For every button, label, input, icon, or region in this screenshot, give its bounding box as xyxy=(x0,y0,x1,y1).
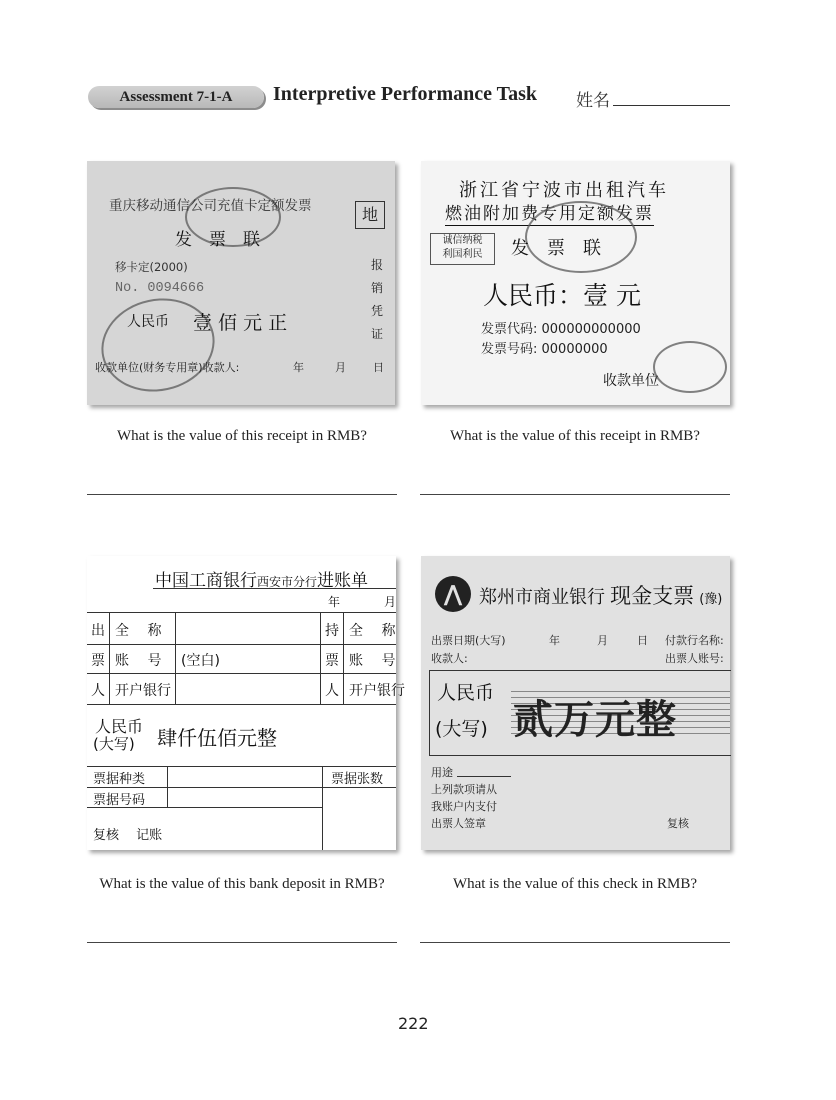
deposit-rule xyxy=(87,787,396,788)
deposit-amount-label-1: 人民币 xyxy=(95,717,144,736)
receipt-1-footer-month: 月 xyxy=(335,361,346,374)
deposit-holder-label-name: 全 称 xyxy=(349,623,396,639)
check-note-1: 上列款项请从 xyxy=(431,783,497,796)
deposit-holder-label-account: 账 号 xyxy=(349,653,396,669)
check-year: 年 xyxy=(549,634,560,647)
deposit-label-account: 账 号 xyxy=(115,653,162,669)
check-use-line xyxy=(457,776,511,777)
deposit-amount: 肆仟伍佰元整 xyxy=(157,726,277,750)
receipt-1-footer-day: 日 xyxy=(373,361,384,374)
page-number: 222 xyxy=(398,1014,429,1033)
deposit-title-underline xyxy=(153,588,396,589)
deposit-bill-number: 票据号码 xyxy=(93,793,146,808)
answer-line-4[interactable] xyxy=(420,942,730,943)
receipt-1-footer-year: 年 xyxy=(293,361,304,374)
check-use-label: 用途 xyxy=(431,766,453,779)
check-header xyxy=(479,580,722,610)
deposit-rule xyxy=(167,766,168,807)
receipt-1-side-1: 报 xyxy=(371,258,384,272)
receipt-2-payee: 收款单位 xyxy=(603,373,659,389)
receipt-1-amount-label: 人民币 xyxy=(127,314,169,330)
deposit-holder-label-bank: 开户银行 xyxy=(349,683,405,699)
page-title: Interpretive Performance Task xyxy=(273,83,538,105)
deposit-branch: 西安市分行 xyxy=(257,575,318,589)
check-note-3: 出票人签章 xyxy=(431,817,486,830)
receipt-1-bottom-stamp xyxy=(93,288,224,402)
deposit-review: 复核 记账 xyxy=(93,828,163,843)
answer-line-2[interactable] xyxy=(420,494,730,495)
deposit-month: 月 xyxy=(384,595,397,609)
deposit-holder-char-2: 票 xyxy=(325,653,339,669)
receipt-2-image xyxy=(421,161,730,405)
receipt-1-code: 移卡定(2000) xyxy=(115,260,188,274)
deposit-rule xyxy=(87,766,396,767)
check-amount-label-2: (大写) xyxy=(435,718,488,740)
deposit-label-bank: 开户银行 xyxy=(115,683,171,699)
receipt-2-title-2: 燃油附加费专用定额发票 xyxy=(445,199,654,226)
receipt-1-company: 重庆移动通信公司充值卡定额发票 xyxy=(109,198,312,214)
name-blank-line[interactable] xyxy=(613,105,730,106)
check-day: 日 xyxy=(637,634,648,647)
receipt-1-number: No. 0094666 xyxy=(115,281,205,296)
receipt-1-side-2: 销 xyxy=(371,281,384,295)
receipt-2-tax-box xyxy=(430,233,495,265)
deposit-rule xyxy=(109,612,110,704)
deposit-rule xyxy=(87,704,396,705)
question-1: What is the value of this receipt in RMB? xyxy=(117,428,367,444)
deposit-rule xyxy=(322,766,323,850)
check-payee-label: 收款人: xyxy=(431,652,468,665)
deposit-bill-count: 票据张数 xyxy=(331,772,384,787)
check-review: 复核 xyxy=(667,817,689,830)
deposit-slip-image xyxy=(87,556,405,850)
check-image xyxy=(421,556,730,850)
check-bank-logo: ⋀ xyxy=(435,576,471,612)
answer-line-3[interactable] xyxy=(87,942,397,943)
question-3: What is the value of this bank deposit in RMB? xyxy=(99,876,385,892)
receipt-1-subtitle: 发 票 联 xyxy=(175,230,260,250)
deposit-label-name: 全 称 xyxy=(115,623,162,639)
deposit-holder-char-3: 人 xyxy=(325,683,339,699)
receipt-2-code: 发票代码: 000000000000 xyxy=(481,322,641,337)
check-payee-bank: 付款行名称: xyxy=(665,634,724,647)
receipt-2-subtitle: 发 票 联 xyxy=(511,238,601,259)
question-4: What is the value of this check in RMB? xyxy=(452,876,698,892)
receipt-2-tax-line-1: 诚信纳税 xyxy=(442,235,483,246)
deposit-payer-char-3: 人 xyxy=(91,683,105,699)
assessment-badge: Assessment 7-1-A xyxy=(88,86,264,108)
deposit-rule xyxy=(87,673,396,674)
deposit-rule xyxy=(343,612,344,704)
check-amount-label-1: 人民币 xyxy=(437,682,495,704)
deposit-payer-char-2: 票 xyxy=(91,653,105,669)
receipt-2-tax-line-2: 利国利民 xyxy=(442,249,483,260)
deposit-amount-label-2: (大写) xyxy=(93,735,135,753)
deposit-bank-title: 中国工商银行 xyxy=(155,571,257,591)
check-account-label: 出票人账号: xyxy=(665,652,724,665)
deposit-payer-char-1: 出 xyxy=(91,623,105,639)
deposit-holder-char-1: 持 xyxy=(325,623,339,639)
name-label: 姓名 xyxy=(576,91,610,111)
check-region: (豫) xyxy=(699,592,723,607)
check-note-2: 我账户内支付 xyxy=(431,800,497,813)
receipt-1-side-4: 证 xyxy=(371,327,384,341)
deposit-rule xyxy=(175,612,176,704)
check-amount: 贰万元整 xyxy=(513,697,677,743)
receipt-2-number: 发票号码: 00000000 xyxy=(481,342,608,357)
check-bank-name: 郑州市商业银行 xyxy=(479,587,605,608)
deposit-account-value: (空白) xyxy=(181,653,220,669)
check-date-label: 出票日期(大写) xyxy=(431,634,506,647)
question-2: What is the value of this receipt in RMB? xyxy=(450,428,700,444)
deposit-rule xyxy=(87,644,396,645)
receipt-2-title-1: 浙江省宁波市出租汽车 xyxy=(459,180,669,201)
deposit-year: 年 xyxy=(328,595,341,609)
receipt-2-amount: 人民币：壹 元 xyxy=(483,281,641,310)
receipt-1-footer: 收款单位(财务专用章)收款人: xyxy=(95,361,240,374)
receipt-2-corner-stamp xyxy=(653,341,727,393)
receipt-1-box: 地 xyxy=(355,201,385,229)
check-month: 月 xyxy=(597,634,608,647)
deposit-slip-type: 进账单 xyxy=(317,571,369,591)
deposit-rule xyxy=(320,612,321,704)
receipt-1-image xyxy=(87,161,395,405)
receipt-1-side-3: 凭 xyxy=(371,304,384,318)
deposit-bill-type: 票据种类 xyxy=(93,772,146,787)
check-kind: 现金支票 xyxy=(610,584,695,608)
receipt-1-amount: 壹 佰 元 正 xyxy=(193,312,288,334)
answer-line-1[interactable] xyxy=(87,494,397,495)
deposit-rule xyxy=(87,612,396,613)
